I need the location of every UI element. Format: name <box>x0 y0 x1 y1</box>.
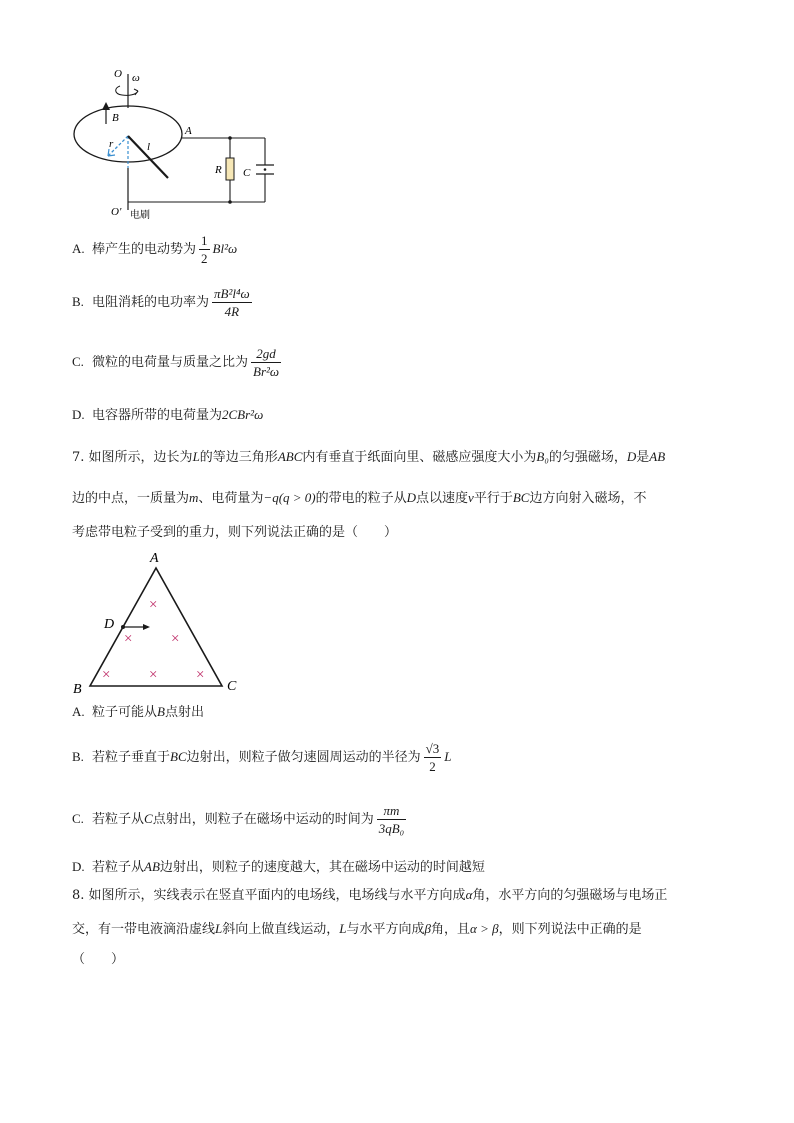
option-letter: B. <box>72 749 84 764</box>
fraction: $\frac{\text{πB²l⁴ω}}{4R}$ <box>214 286 250 319</box>
math-var: B₀ <box>536 449 549 464</box>
option-text: 若粒子从 <box>92 860 145 875</box>
math-var: L <box>444 749 452 764</box>
stem-text: 点以速度 <box>416 491 469 506</box>
math-var: L <box>192 449 200 464</box>
field-mark: × <box>149 667 158 683</box>
stem-text: 平行于 <box>473 491 513 506</box>
stem-text: 内有垂直于纸面向里、磁感应强度大小为 <box>302 450 537 465</box>
option-text: 粒子可能从 <box>92 705 158 720</box>
math-expression: 2CBr²ω <box>222 407 264 422</box>
option-letter: C. <box>72 811 84 826</box>
q6-option-a[interactable] <box>72 232 237 267</box>
label-omega: ω <box>132 72 140 84</box>
label-A-point: A <box>185 125 192 137</box>
label-A: A <box>150 551 159 566</box>
stem-text: 角，水平方向的匀强磁场与电场正 <box>472 888 668 903</box>
stem-text: 的带电的粒子从 <box>315 491 407 506</box>
question-number: 8. <box>72 888 85 903</box>
option-text: 点射出，则粒子在磁场中运动的时间为 <box>152 812 374 827</box>
math-var: α > β <box>470 921 499 936</box>
stem-text: 的等边三角形 <box>199 450 278 465</box>
stem-text: 边方向射入磁场，不 <box>529 491 647 506</box>
option-text: 电阻消耗的电功率为 <box>92 295 210 310</box>
option-letter: A. <box>72 241 85 256</box>
math-var: AB <box>649 449 666 464</box>
stem-text: ，则下列说法中正确的是 <box>498 922 642 937</box>
fraction: $\frac{1}{2}$ <box>201 233 208 266</box>
label-B: B <box>73 682 82 697</box>
label-D: D <box>104 617 115 632</box>
q8-stem-line2 <box>72 920 724 939</box>
option-text: 边射出，则粒子做匀速圆周运动的半径为 <box>186 750 421 765</box>
math-var: B <box>157 704 165 719</box>
q7-option-c[interactable] <box>72 802 409 837</box>
label-brush: 电刷 <box>130 210 150 221</box>
label-O-prime: O' <box>111 206 122 218</box>
q7-stem-line2 <box>72 489 724 508</box>
option-text: 若粒子垂直于 <box>92 750 171 765</box>
math-var: L <box>339 921 347 936</box>
option-text: 边射出，则粒子的速度越大，其在磁场中运动的时间越短 <box>159 860 485 875</box>
stem-text: （ ） <box>72 952 125 967</box>
label-C: C <box>243 167 251 179</box>
stem-text: 角，且 <box>431 922 471 937</box>
q6-option-b[interactable] <box>72 285 255 320</box>
field-mark: × <box>171 631 180 647</box>
math-var: D <box>626 449 637 464</box>
label-B-field: B <box>112 112 119 124</box>
stem-text: 考虑带电粒子受到的重力，则下列说法正确的是（ ） <box>72 525 398 540</box>
q7-option-d[interactable] <box>72 858 485 877</box>
math-var: BC <box>170 749 187 764</box>
math-var: ABC <box>277 449 303 464</box>
label-C: C <box>227 679 237 694</box>
q7-option-b[interactable] <box>72 740 452 775</box>
stem-text: 的匀强磁场， <box>548 450 627 465</box>
stem-text: 、电荷量为 <box>198 491 264 506</box>
field-mark: × <box>149 597 158 613</box>
fraction: $\frac{\pi m}{\text{3qB₀}}$ <box>378 803 405 836</box>
option-letter: D. <box>72 859 85 874</box>
q8-stem-line3 <box>72 951 724 969</box>
option-letter: A. <box>72 704 85 719</box>
q6-option-c[interactable] <box>72 345 284 380</box>
stem-text: 边的中点，一质量为 <box>72 491 190 506</box>
math-var: D <box>406 490 417 505</box>
math-var: v <box>468 490 474 505</box>
stem-text: 与水平方向成 <box>346 922 425 937</box>
fraction: $\frac{2gd}{\text{Br²ω}}$ <box>253 346 280 379</box>
field-mark: × <box>102 667 111 683</box>
option-letter: B. <box>72 294 84 309</box>
label-l: l <box>147 141 151 153</box>
option-letter: C. <box>72 354 84 369</box>
math-var: BC <box>512 490 530 505</box>
math-var: C <box>144 811 153 826</box>
math-expression: Bl²ω <box>212 241 238 256</box>
fraction: $\frac{√3}{2}$ <box>425 741 440 774</box>
math-var: α <box>465 887 473 902</box>
q7-stem-line1 <box>72 448 724 467</box>
disk-circuit-figure <box>68 62 288 222</box>
option-text: 微粒的电荷量与质量之比为 <box>92 355 249 370</box>
stem-text: 如图所示，边长为 <box>88 450 193 465</box>
math-var: β <box>424 921 431 936</box>
stem-text: 交，有一带电液滴沿虚线 <box>72 922 216 937</box>
label-r: r <box>109 138 114 150</box>
q6-option-d[interactable] <box>72 406 263 425</box>
stem-text: 是 <box>636 450 650 465</box>
math-var: AB <box>144 859 160 874</box>
math-var: L <box>215 921 223 936</box>
label-O: O <box>114 68 122 80</box>
math-var: −q(q > 0) <box>263 490 316 505</box>
stem-text: 斜向上做直线运动， <box>222 922 340 937</box>
stem-text: 如图所示，实线表示在竖直平面内的电场线，电场线与水平方向成 <box>88 888 466 903</box>
math-var: m <box>189 490 199 505</box>
q8-stem-line1 <box>72 886 724 905</box>
label-R: R <box>215 164 222 176</box>
q7-stem-line3 <box>72 524 724 542</box>
option-letter: D. <box>72 407 85 422</box>
option-text: 若粒子从 <box>92 812 145 827</box>
field-mark: × <box>124 631 133 647</box>
triangle-field-figure <box>70 548 250 698</box>
option-text: 棒产生的电动势为 <box>92 242 197 257</box>
question-number: 7. <box>72 450 85 465</box>
field-mark: × <box>196 667 205 683</box>
option-text: 电容器所带的电荷量为 <box>92 408 223 423</box>
option-text: 点射出 <box>164 705 204 720</box>
q7-option-a[interactable] <box>72 703 204 722</box>
